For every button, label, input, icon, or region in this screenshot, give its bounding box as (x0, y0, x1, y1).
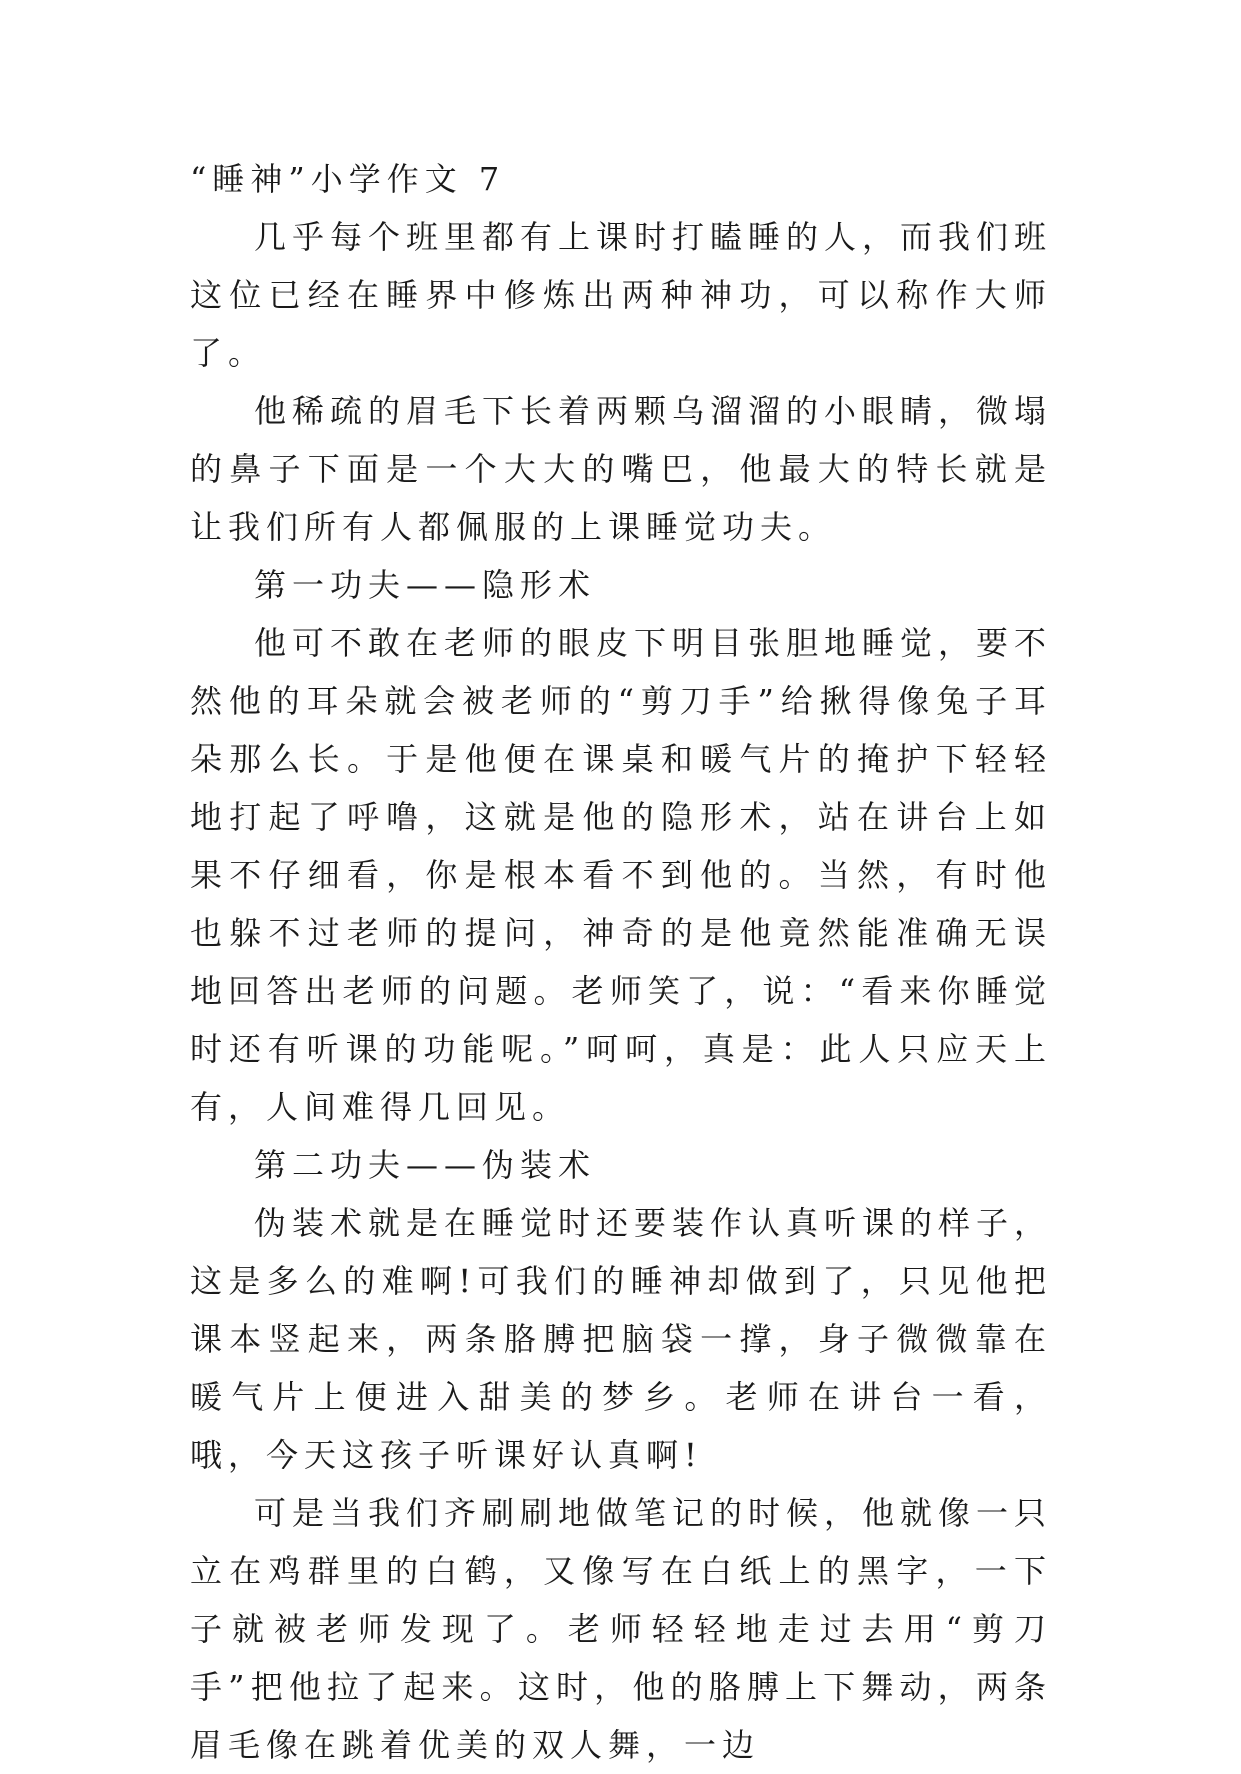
section-heading-first-skill: 第一功夫——隐形术 (254, 566, 597, 604)
paragraph-discovered: 可是当我们齐刷刷地做笔记的时候，他就像一只立在鸡群里的白鹤，又像写在白纸上的黑字，一下子就被老师发现了。老师轻轻地走过去用“剪刀手”把他拉了起来。这时，他的胳膊上下舞动，两条眉毛像在跳着优美的双人舞，一边 (190, 1494, 1053, 1764)
paragraph-disguise: 伪装术就是在睡觉时还要装作认真听课的样子，这是多么的难啊!可我们的睡神却做到了，只见他把课本竖起来，两条胳膊把脑袋一撑，身子微微靠在暖气片上便进入甜美的梦乡。老师在讲台一看，哦，今天这孩子听课好认真啊! (190, 1204, 1053, 1474)
document-page (190, 150, 1052, 1774)
paragraph-invisibility: 他可不敢在老师的眼皮下明目张胆地睡觉，要不然他的耳朵就会被老师的“剪刀手”给揪得像兔子耳朵那么长。于是他便在课桌和暖气片的掩护下轻轻地打起了呼噜，这就是他的隐形术，站在讲台上如果不仔细看，你是根本看不到他的。当然，有时他也躲不过老师的提问，神奇的是他竟然能准确无误地回答出老师的问题。老师笑了，说：“看来你睡觉时还有听课的功能呢。”呵呵，真是：此人只应天上有，人间难得几回见。 (190, 624, 1053, 1126)
paragraph-description: 他稀疏的眉毛下长着两颗乌溜溜的小眼睛，微塌的鼻子下面是一个大大的嘴巴，他最大的特长就是让我们所有人都佩服的上课睡觉功夫。 (190, 392, 1053, 546)
section-heading-second-skill: 第二功夫——伪装术 (254, 1146, 597, 1184)
paragraph-intro: 几乎每个班里都有上课时打瞌睡的人，而我们班这位已经在睡界中修炼出两种神功，可以称作大师了。 (190, 218, 1053, 372)
document-title: “睡神”小学作文 7 (190, 160, 506, 198)
